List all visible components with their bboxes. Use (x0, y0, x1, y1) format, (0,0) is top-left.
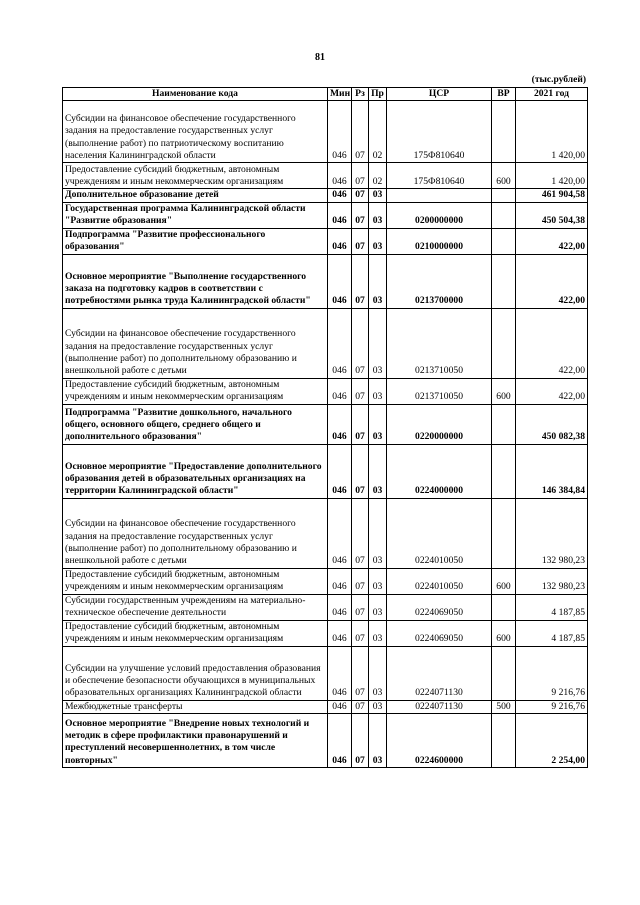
cell-name: Субсидии на финансовое обеспечение государственного задания на предоставление государственных услуг (выполнение работ) по патриотическому воспитанию населения Калининградской области (63, 101, 328, 163)
cell-vr (492, 202, 516, 228)
table-row (63, 189, 588, 202)
cell-csr: 0220000000 (387, 404, 492, 444)
cell-name: Субсидии на финансовое обеспечение государственного задания на предоставление государственных услуг (выполнение работ) по дополнительному образованию и внешкольной работе с детьми (63, 498, 328, 568)
cell-rz: 07 (352, 700, 369, 713)
cell-rz: 07 (352, 594, 369, 620)
table-row (63, 498, 588, 568)
cell-min: 046 (328, 202, 352, 228)
cell-csr: 175Ф810640 (387, 163, 492, 189)
cell-rz: 07 (352, 404, 369, 444)
table-row (63, 101, 588, 163)
page-number: 81 (315, 52, 325, 63)
cell-rz: 07 (352, 189, 369, 202)
cell-amount: 4 187,85 (516, 620, 588, 646)
cell-pr: 03 (369, 646, 387, 700)
header-vr: ВР (492, 88, 516, 101)
cell-amount: 132 980,23 (516, 568, 588, 594)
cell-pr: 03 (369, 700, 387, 713)
cell-amount: 450 082,38 (516, 404, 588, 444)
table-row (63, 568, 588, 594)
cell-pr: 03 (369, 308, 387, 378)
cell-vr (492, 189, 516, 202)
cell-pr: 03 (369, 189, 387, 202)
cell-pr: 02 (369, 101, 387, 163)
cell-csr: 0213710050 (387, 378, 492, 404)
cell-min: 046 (328, 101, 352, 163)
cell-rz: 07 (352, 308, 369, 378)
cell-csr: 0210000000 (387, 228, 492, 254)
cell-pr: 03 (369, 202, 387, 228)
cell-csr: 0224010050 (387, 498, 492, 568)
table-row (63, 700, 588, 713)
cell-min: 046 (328, 498, 352, 568)
cell-name: Предоставление субсидий бюджетным, автономным учреждениям и иным некоммерческим организациям (63, 568, 328, 594)
cell-min: 046 (328, 594, 352, 620)
cell-pr: 03 (369, 620, 387, 646)
cell-min: 046 (328, 700, 352, 713)
cell-csr: 0213710050 (387, 308, 492, 378)
cell-csr: 0224069050 (387, 594, 492, 620)
cell-amount: 422,00 (516, 378, 588, 404)
cell-min: 046 (328, 254, 352, 308)
cell-amount: 9 216,76 (516, 646, 588, 700)
cell-csr: 0224069050 (387, 620, 492, 646)
cell-vr: 600 (492, 568, 516, 594)
cell-name: Основное мероприятие "Выполнение государственного заказа на подготовку кадров в соответствии с потребностями рынка труда Калининградской области" (63, 254, 328, 308)
header-pr: Пр (369, 88, 387, 101)
cell-min: 046 (328, 189, 352, 202)
cell-min: 046 (328, 404, 352, 444)
cell-pr: 03 (369, 444, 387, 498)
cell-amount: 146 384,84 (516, 444, 588, 498)
cell-name: Предоставление субсидий бюджетным, автономным учреждениям и иным некоммерческим организациям (63, 378, 328, 404)
cell-name: Дополнительное образование детей (63, 189, 328, 202)
cell-pr: 03 (369, 378, 387, 404)
cell-rz: 07 (352, 202, 369, 228)
cell-vr (492, 254, 516, 308)
cell-amount: 1 420,00 (516, 163, 588, 189)
cell-name: Субсидии государственным учреждениям на материально-техническое обеспечение деятельности (63, 594, 328, 620)
cell-min: 046 (328, 163, 352, 189)
cell-rz: 07 (352, 378, 369, 404)
table-header-row (63, 88, 588, 101)
cell-name: Основное мероприятие "Внедрение новых технологий и методик в сфере профилактики правонарушений и преступлений несовершеннолетних, в том числе повторных" (63, 714, 328, 768)
cell-rz: 07 (352, 714, 369, 768)
table-row (63, 620, 588, 646)
cell-rz: 07 (352, 101, 369, 163)
cell-vr (492, 308, 516, 378)
cell-vr (492, 646, 516, 700)
cell-rz: 07 (352, 444, 369, 498)
table-row (63, 404, 588, 444)
cell-pr: 03 (369, 498, 387, 568)
cell-amount: 9 216,76 (516, 700, 588, 713)
cell-name: Предоставление субсидий бюджетным, автономным учреждениям и иным некоммерческим организациям (63, 163, 328, 189)
cell-vr (492, 594, 516, 620)
cell-csr: 0224600000 (387, 714, 492, 768)
table-row (63, 202, 588, 228)
cell-rz: 07 (352, 620, 369, 646)
cell-name: Подпрограмма "Развитие дошкольного, начального общего, основного общего, среднего общего и дополнительного образования" (63, 404, 328, 444)
cell-vr: 600 (492, 620, 516, 646)
cell-pr: 03 (369, 404, 387, 444)
cell-name: Государственная программа Калининградской области "Развитие образования" (63, 202, 328, 228)
table-row (63, 378, 588, 404)
cell-csr: 0224000000 (387, 444, 492, 498)
cell-pr: 03 (369, 714, 387, 768)
table-body (63, 101, 588, 768)
cell-amount: 422,00 (516, 254, 588, 308)
cell-min: 046 (328, 228, 352, 254)
table-row (63, 444, 588, 498)
cell-csr: 0213700000 (387, 254, 492, 308)
cell-min: 046 (328, 308, 352, 378)
cell-vr (492, 714, 516, 768)
cell-amount: 450 504,38 (516, 202, 588, 228)
cell-vr: 600 (492, 378, 516, 404)
cell-rz: 07 (352, 254, 369, 308)
cell-name: Подпрограмма "Развитие профессионального образования" (63, 228, 328, 254)
header-year: 2021 год (516, 88, 588, 101)
table-row (63, 646, 588, 700)
cell-amount: 2 254,00 (516, 714, 588, 768)
budget-table (62, 87, 588, 768)
table-row (63, 254, 588, 308)
cell-name: Субсидии на улучшение условий предоставления образования и обеспечение безопасности обучающихся в муниципальных образовательных организациях Калининградской области (63, 646, 328, 700)
cell-name: Межбюджетные трансферты (63, 700, 328, 713)
cell-rz: 07 (352, 228, 369, 254)
cell-rz: 07 (352, 163, 369, 189)
cell-amount: 1 420,00 (516, 101, 588, 163)
table-row (63, 228, 588, 254)
table-row (63, 163, 588, 189)
header-rz: Рз (352, 88, 369, 101)
units-label: (тыс.рублей) (531, 75, 586, 85)
cell-amount: 132 980,23 (516, 498, 588, 568)
cell-amount: 461 904,58 (516, 189, 588, 202)
cell-min: 046 (328, 714, 352, 768)
cell-csr: 0224071130 (387, 646, 492, 700)
cell-min: 046 (328, 444, 352, 498)
cell-vr (492, 228, 516, 254)
cell-rz: 07 (352, 646, 369, 700)
cell-csr: 0224010050 (387, 568, 492, 594)
cell-min: 046 (328, 620, 352, 646)
cell-vr (492, 101, 516, 163)
cell-pr: 03 (369, 568, 387, 594)
cell-csr (387, 189, 492, 202)
table-row (63, 308, 588, 378)
cell-amount: 422,00 (516, 308, 588, 378)
cell-pr: 03 (369, 228, 387, 254)
cell-pr: 02 (369, 163, 387, 189)
cell-vr: 500 (492, 700, 516, 713)
cell-rz: 07 (352, 498, 369, 568)
cell-csr: 175Ф810640 (387, 101, 492, 163)
cell-vr (492, 404, 516, 444)
header-min: Мин (328, 88, 352, 101)
cell-vr (492, 444, 516, 498)
cell-vr: 600 (492, 163, 516, 189)
cell-rz: 07 (352, 568, 369, 594)
cell-min: 046 (328, 568, 352, 594)
cell-csr: 0200000000 (387, 202, 492, 228)
cell-amount: 422,00 (516, 228, 588, 254)
cell-name: Субсидии на финансовое обеспечение государственного задания на предоставление государственных услуг (выполнение работ) по дополнительному образованию и внешкольной работе с детьми (63, 308, 328, 378)
table-row (63, 594, 588, 620)
cell-min: 046 (328, 646, 352, 700)
cell-csr: 0224071130 (387, 700, 492, 713)
cell-pr: 03 (369, 594, 387, 620)
cell-vr (492, 498, 516, 568)
cell-name: Предоставление субсидий бюджетным, автономным учреждениям и иным некоммерческим организациям (63, 620, 328, 646)
cell-name: Основное мероприятие "Предоставление дополнительного образования детей в образовательных организациях на территории Калининградской области" (63, 444, 328, 498)
cell-amount: 4 187,85 (516, 594, 588, 620)
cell-pr: 03 (369, 254, 387, 308)
cell-min: 046 (328, 378, 352, 404)
table-row (63, 714, 588, 768)
header-csr: ЦСР (387, 88, 492, 101)
header-name: Наименование кода (63, 88, 328, 101)
